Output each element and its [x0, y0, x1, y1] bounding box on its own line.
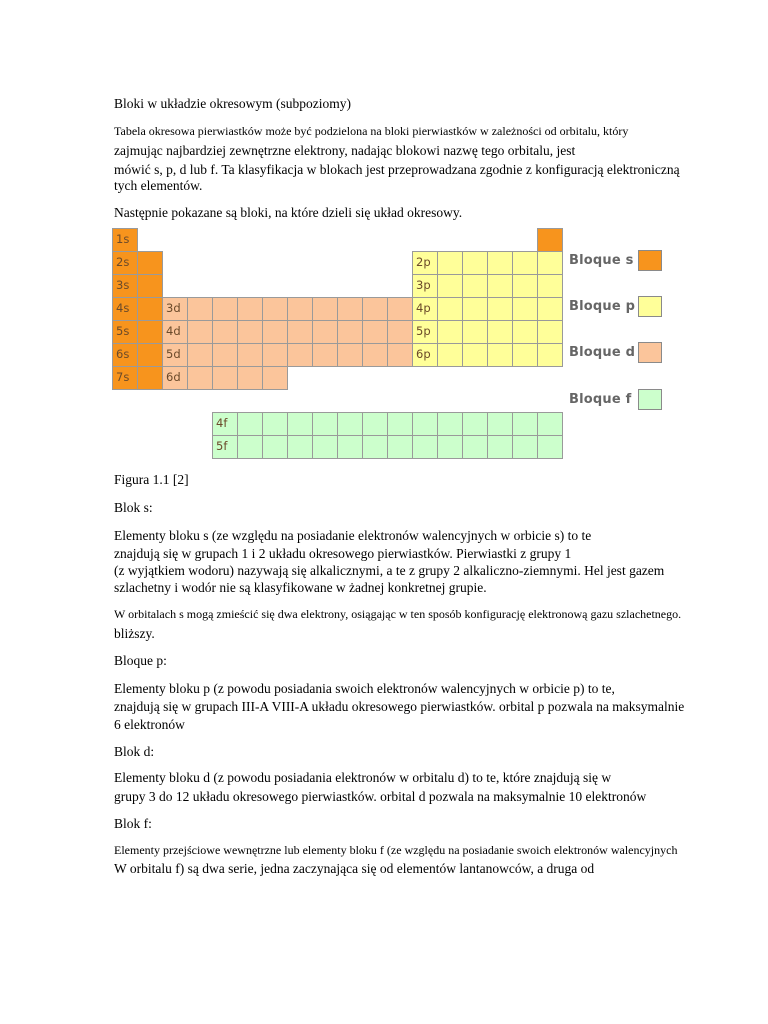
p-block-cell: [437, 320, 463, 344]
d-block-cell: [262, 297, 288, 321]
d-block-cell: 5d: [162, 343, 188, 367]
legend-label: Bloque f: [569, 392, 632, 407]
s-block-cell: 4s: [112, 297, 138, 321]
f-block-cell: [237, 435, 263, 459]
p-block-cell: 6p: [412, 343, 438, 367]
p-block-cell: [437, 251, 463, 275]
f-block-cell: [487, 435, 513, 459]
d-block-cell: [187, 343, 213, 367]
s-block-cell: 3s: [112, 274, 138, 298]
d-block-cell: [387, 297, 413, 321]
f-block-cell: [287, 435, 313, 459]
f-block-cell: [437, 435, 463, 459]
s-block-title: Blok s:: [114, 500, 153, 515]
s-block-cell: 5s: [112, 320, 138, 344]
p-line: Elementy bloku p (z powodu posiadania swoich elektronów walencyjnych w orbicie p) to te,: [114, 681, 615, 696]
s-line: znajdują się w grupach 1 i 2 układu okresowego pierwiastków. Pierwiastki z grupy 1: [114, 546, 572, 561]
f-block-cell: [337, 412, 363, 436]
p-block-cell: 3p: [412, 274, 438, 298]
d-block-cell: 6d: [162, 366, 188, 390]
d-block-cell: [212, 297, 238, 321]
s-note-line: bliższy.: [114, 626, 155, 641]
f-block-cell: [437, 412, 463, 436]
f-block-cell: [512, 412, 538, 436]
d-block-cell: 4d: [162, 320, 188, 344]
f-block-cell: [412, 412, 438, 436]
f-block-cell: [337, 435, 363, 459]
f-block-cell: [412, 435, 438, 459]
d-block-cell: [212, 343, 238, 367]
d-block-cell: [237, 297, 263, 321]
d-block-cell: [362, 297, 388, 321]
p-block-cell: 5p: [412, 320, 438, 344]
figure-caption: Figura 1.1 [2]: [114, 472, 189, 487]
s-line: szlachetny i wodór nie są klasyfikowane w żadnej konkretnej grupie.: [114, 580, 487, 595]
f-block-cell: [262, 435, 288, 459]
f-block-cell: [487, 412, 513, 436]
intro-line: tych elementów.: [114, 178, 203, 193]
p-block-cell: [437, 343, 463, 367]
intro-line: mówić s, p, d lub f. Ta klasyfikacja w blokach jest przeprowadzana zgodnie z konfiguracją elektroniczną: [114, 162, 680, 177]
p-line: 6 elektronów: [114, 717, 185, 732]
p-block-cell: [537, 343, 563, 367]
f-block-cell: [537, 435, 563, 459]
d-block-title: Blok d:: [114, 744, 155, 759]
d-block-cell: [362, 343, 388, 367]
s-block-cell: [137, 320, 163, 344]
p-block-cell: [537, 251, 563, 275]
s-block-cell: [137, 343, 163, 367]
intro-line: zajmując najbardziej zewnętrzne elektrony, nadając blokowi nazwę tego orbitalu, jest: [114, 143, 576, 158]
s-block-cell: 1s: [112, 228, 138, 252]
d-block-cell: [387, 320, 413, 344]
s-block-cell: [137, 366, 163, 390]
d-block-cell: [187, 366, 213, 390]
legend-swatch: [638, 250, 662, 271]
p-block-cell: [487, 274, 513, 298]
d-block-cell: [287, 297, 313, 321]
p-block-cell: [487, 297, 513, 321]
d-block-cell: [237, 366, 263, 390]
d-line: grupy 3 do 12 układu okresowego pierwiastków. orbital d pozwala na maksymalnie 10 elektronów: [114, 789, 647, 804]
d-block-cell: 3d: [162, 297, 188, 321]
f-block-cell: [462, 435, 488, 459]
p-block-cell: [537, 320, 563, 344]
legend-label: Bloque d: [569, 345, 636, 360]
f-block-cell: [462, 412, 488, 436]
d-line: Elementy bloku d (z powodu posiadania elektronów w orbitalu d) to te, które znajdują się w: [114, 770, 612, 785]
s-block-cell: 2s: [112, 251, 138, 275]
d-block-cell: [337, 320, 363, 344]
legend-swatch: [638, 389, 662, 410]
periodic-blocks-figure: [112, 228, 672, 463]
s-note-line: W orbitalach s mogą zmieścić się dwa elektrony, osiągając w ten sposób konfigurację elektronową gazu szlachetnego.: [114, 607, 682, 621]
d-block-cell: [387, 343, 413, 367]
f-line: Elementy przejściowe wewnętrzne lub elementy bloku f (ze względu na posiadanie swoich elektronów walencyjnych: [114, 843, 678, 857]
s-block-cell: [137, 274, 163, 298]
d-block-cell: [312, 297, 338, 321]
legend-label: Bloque s: [569, 253, 634, 268]
s-line: Elementy bloku s (ze względu na posiadanie elektronów walencyjnych w orbicie s) to te: [114, 528, 592, 543]
f-block-cell: [387, 412, 413, 436]
intro-line: Tabela okresowa pierwiastków może być podzielona na bloki pierwiastków w zależności od orbitalu, który: [114, 124, 629, 138]
heading: Bloki w układzie okresowym (subpoziomy): [114, 96, 351, 111]
p-block-cell: [462, 297, 488, 321]
f-block-cell: [262, 412, 288, 436]
f-block-cell: [237, 412, 263, 436]
p-block-title: Bloque p:: [114, 653, 167, 668]
p-block-cell: [537, 297, 563, 321]
p-block-cell: 2p: [412, 251, 438, 275]
f-block-cell: [287, 412, 313, 436]
p-block-cell: [462, 251, 488, 275]
intro2-paragraph: Następnie pokazane są bloki, na które dzieli się układ okresowy.: [114, 205, 463, 220]
s-block-cell: 7s: [112, 366, 138, 390]
f-block-cell: [512, 435, 538, 459]
d-block-cell: [312, 343, 338, 367]
s-block-cell: [537, 228, 563, 252]
s-line: (z wyjątkiem wodoru) nazywają się alkalicznymi, a te z grupy 2 alkaliczno-ziemnymi. Hel jest gazem: [114, 563, 665, 578]
d-block-cell: [212, 366, 238, 390]
legend-swatch: [638, 296, 662, 317]
d-block-cell: [337, 297, 363, 321]
d-block-cell: [187, 297, 213, 321]
p-block-cell: [437, 274, 463, 298]
d-block-cell: [237, 343, 263, 367]
p-block-cell: [512, 251, 538, 275]
d-block-cell: [212, 320, 238, 344]
p-block-cell: [512, 320, 538, 344]
p-block-cell: [512, 274, 538, 298]
f-block-cell: 4f: [212, 412, 238, 436]
p-block-cell: [537, 274, 563, 298]
legend-label: Bloque p: [569, 299, 636, 314]
s-block-cell: [137, 251, 163, 275]
legend-swatch: [638, 342, 662, 363]
p-block-cell: [462, 320, 488, 344]
p-block-cell: [487, 343, 513, 367]
d-block-cell: [187, 320, 213, 344]
s-block-cell: [137, 297, 163, 321]
d-block-cell: [287, 320, 313, 344]
d-block-cell: [337, 343, 363, 367]
f-block-cell: [537, 412, 563, 436]
s-block-cell: 6s: [112, 343, 138, 367]
f-block-cell: 5f: [212, 435, 238, 459]
p-block-cell: [437, 297, 463, 321]
f-block-cell: [362, 412, 388, 436]
d-block-cell: [237, 320, 263, 344]
p-block-cell: [512, 343, 538, 367]
f-line: W orbitalu f) są dwa serie, jedna zaczynająca się od elementów lantanowców, a druga od: [114, 861, 595, 876]
p-block-cell: [462, 343, 488, 367]
p-block-cell: [512, 297, 538, 321]
p-block-cell: [487, 320, 513, 344]
d-block-cell: [312, 320, 338, 344]
p-block-cell: [487, 251, 513, 275]
d-block-cell: [262, 343, 288, 367]
d-block-cell: [262, 366, 288, 390]
d-block-cell: [287, 343, 313, 367]
p-line: znajdują się w grupach III-A VIII-A układu okresowego pierwiastków. orbital p pozwala na maksymalnie: [114, 699, 685, 714]
f-block-title: Blok f:: [114, 816, 152, 831]
f-block-cell: [387, 435, 413, 459]
f-block-cell: [312, 435, 338, 459]
f-block-cell: [312, 412, 338, 436]
d-block-cell: [262, 320, 288, 344]
d-block-cell: [362, 320, 388, 344]
f-block-cell: [362, 435, 388, 459]
p-block-cell: 4p: [412, 297, 438, 321]
p-block-cell: [462, 274, 488, 298]
